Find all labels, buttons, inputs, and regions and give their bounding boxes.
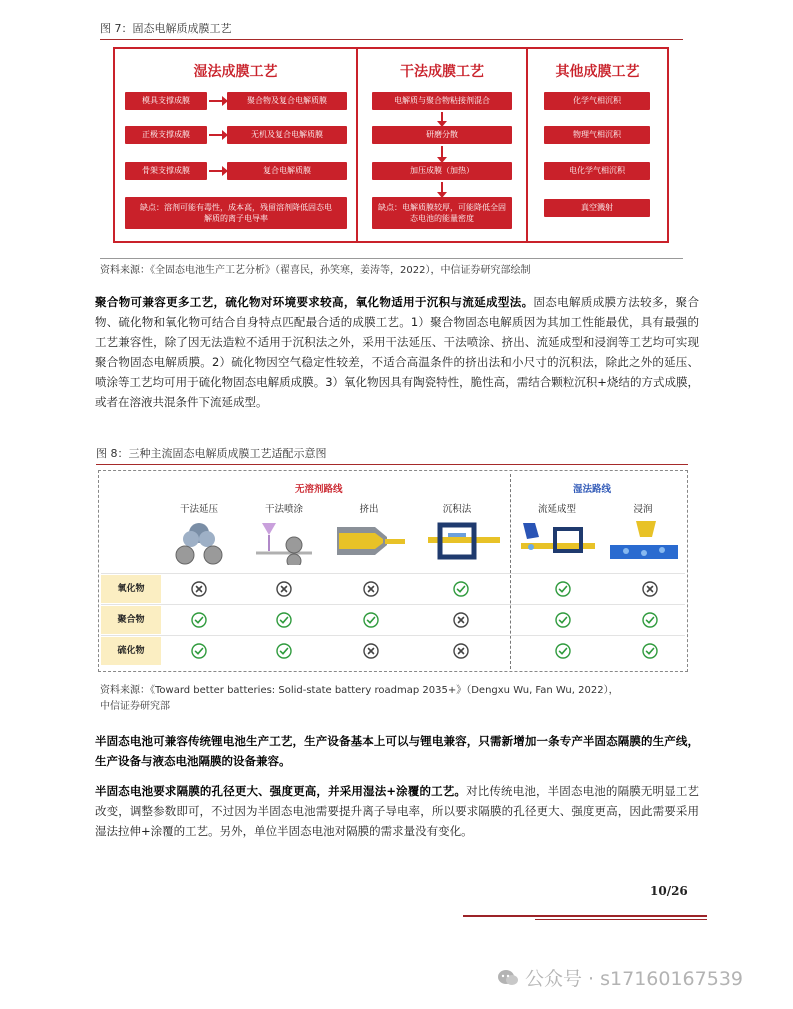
dry-drawback: 缺点：电解质膜较厚，可能降低全固态电池的能量密度 [372,197,512,229]
other-item: 电化学气相沉积 [544,162,650,180]
column-label: 流延成型 [537,504,576,515]
paragraph-bold-lead: 聚合物可兼容更多工艺，硫化物对环境要求较高，氧化物适用于沉积与流延成型法。 [95,295,534,309]
paragraph-separator-requirements [95,781,699,841]
wet-process-column [115,49,358,241]
column-label: 干法喷涂 [264,504,303,515]
paragraph-body: 固态电解质成膜方法较多，聚合物、硫化物和氧化物可结合自身特点匹配最合适的成膜工艺。1）聚合物固态电解质因为其加工性能最优，具有最强的工艺兼容性，除了因无法造粒不适用于沉积法之外，采用干法延压、干法喷涂、挤出、流延成型和浸润等工艺均可实现聚合物固态电解质膜。2）硫化物因空气稳定性较差，不适合高温条件的挤出法和小尺寸的沉积法，除此之外的延压、喷涂等工艺均可用于硫化物固态电解质成膜。3）氧化物因具有陶瓷特性，脆性高，需结合颗粒沉积+烧结的方式成膜，或者在溶液共混条件下流延成型。 [95,295,700,409]
footer-rule-thin [535,919,707,920]
deposition-illustration [424,519,504,563]
cross-icon [642,581,658,597]
page-number: 10/26 [650,884,688,898]
paragraph-semi-solid-compatibility [95,731,699,771]
wet-right-item: 聚合物及复合电解质膜 [227,92,347,110]
figure-7-diagram [113,47,669,243]
check-icon [363,612,379,628]
arrow [209,170,223,172]
tape-casting-illustration [519,517,597,563]
wet-left-item: 模具支撑成膜 [125,92,207,110]
figure-7-source: 资料来源：《全固态电池生产工艺分析》（翟喜民，孙笑寒，姜涛等，2022），中信证券研究部绘制 [100,258,683,279]
row-label-oxide: 氧化物 [101,575,161,603]
other-process-heading: 其他成膜工艺 [555,64,640,80]
dry-process-column [358,49,528,241]
check-icon [555,581,571,597]
figure-8-source-line1: 资料来源：《Toward better batteries: Solid-state battery roadmap 2035+》（Dengxu Wu, Fan Wu, 2022）， [100,685,619,696]
wet-drawback: 缺点：溶剂可能有毒性，成本高，残留溶剂降低固态电解质的离子电导率 [125,197,347,229]
other-process-column [528,49,667,241]
column-label: 浸润 [633,504,653,515]
watermark-text: 公众号 · s17160167539 [525,968,743,990]
cross-icon [191,581,207,597]
wet-process-heading: 湿法成膜工艺 [193,64,278,80]
arrow [209,134,223,136]
wet-right-item: 复合电解质膜 [227,162,347,180]
check-icon [191,612,207,628]
check-icon [642,643,658,659]
figure-8-source-line2: 中信证券研究部 [100,701,170,712]
figure-8-title: 图 8：三种主流固态电解质成膜工艺适配示意图 [96,445,688,465]
column-label: 挤出 [359,504,379,515]
dry-process-heading: 干法成膜工艺 [400,64,484,80]
arrow [441,182,443,193]
paragraph-polymer-sulfide-oxide [95,292,699,412]
row-label-sulfide: 硫化物 [101,637,161,665]
other-item: 化学气相沉积 [544,92,650,110]
grid-line [101,635,685,636]
arrow [209,100,223,102]
figure-7-title: 图 7：固态电解质成膜工艺 [100,20,683,40]
cross-icon [363,643,379,659]
check-icon [453,581,469,597]
dry-step: 加压成膜（加热） [372,162,512,180]
grid-line [101,604,685,605]
cross-icon [453,612,469,628]
route-divider [510,474,511,669]
wet-left-item: 骨架支撑成膜 [125,162,207,180]
grid-line [101,573,685,574]
other-item: 真空溅射 [544,199,650,217]
check-icon [555,612,571,628]
check-icon [191,643,207,659]
paragraph-bold-lead: 半固态电池要求隔膜的孔径更大、强度更高，并采用湿法+涂覆的工艺。 [95,784,467,798]
check-icon [276,612,292,628]
figure-8-diagram [98,470,688,672]
dry-step: 研磨分散 [372,126,512,144]
wechat-icon [497,968,519,988]
cross-icon [363,581,379,597]
check-icon [276,643,292,659]
row-label-polymer: 聚合物 [101,606,161,634]
dry-rolling-illustration [169,517,229,565]
wet-left-item: 正极支撑成膜 [125,126,207,144]
watermark [497,964,743,991]
cross-icon [276,581,292,597]
check-icon [642,612,658,628]
column-label: 沉积法 [442,504,472,515]
wet-right-item: 无机及复合电解质膜 [227,126,347,144]
footer-rule [463,915,707,917]
cross-icon [453,643,469,659]
extrusion-illustration [335,519,405,563]
other-item: 物理气相沉积 [544,126,650,144]
paragraph-body: 对比传统电池，半固态电池的隔膜无明显工艺改变，调整参数即可，不过因为半固态电池需要提升离子导电率，所以要求隔膜的孔径更大、强度更高，因此需要采用湿法拉伸+涂覆的工艺。另外，单位半固态电池对隔膜的需求量没有变化。 [95,784,700,838]
infiltration-illustration [606,517,682,563]
paragraph-bold-lead: 半固态电池可兼容传统锂电池生产工艺，生产设备基本上可以与锂电兼容，只需新增加一条专产半固态隔膜的生产线，生产设备与液态电池隔膜的设备兼容。 [95,734,699,768]
column-label: 干法延压 [179,504,218,515]
wet-route-label: 湿法路线 [573,484,612,495]
solvent-free-route-label: 无溶剂路线 [295,484,343,495]
arrow [441,112,443,122]
figure-8-source [100,683,690,715]
dry-step: 电解质与聚合物粘接剂混合 [372,92,512,110]
arrow [441,146,443,158]
dry-spraying-illustration [254,517,314,565]
check-icon [555,643,571,659]
